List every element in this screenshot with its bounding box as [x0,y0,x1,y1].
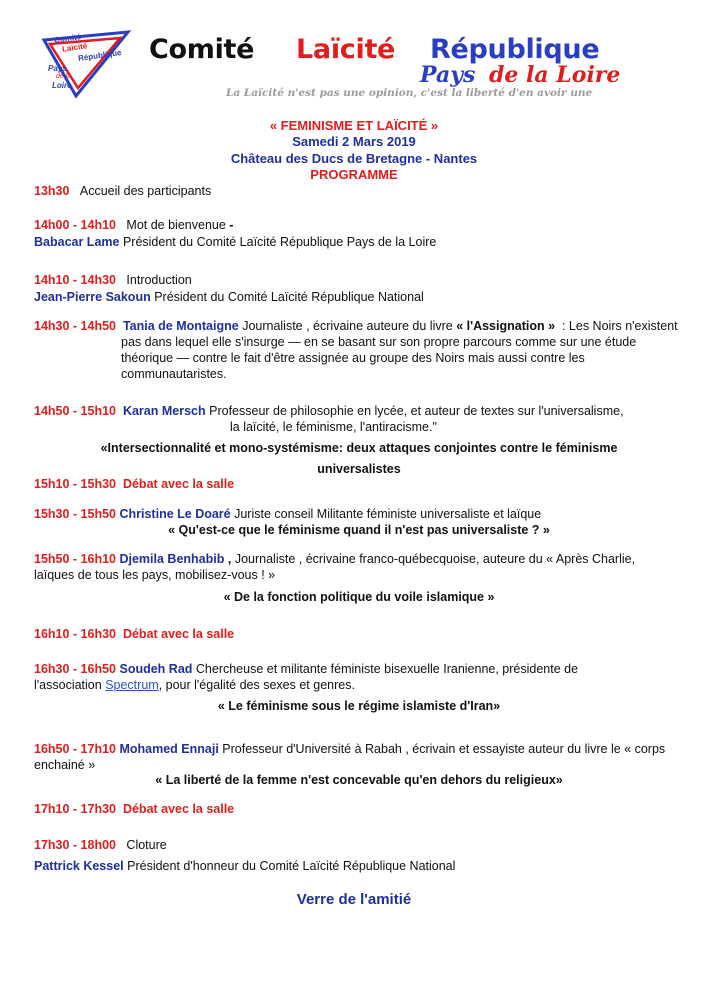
program-talk-4: 15h50 - 16h10 Djemila Benhabib , Journaliste , écrivaine franco-québecquoise, auteure du « Après Charlie, [34,552,636,566]
banner-tagline: La Laïcité n'est pas une opinion, c'est la liberté d'en avoir une [226,87,593,99]
time-slot: 16h10 - 16h30 [34,627,116,641]
speaker-name: Babacar Lame [34,235,120,249]
welcome-text: Accueil des participants [79,184,212,198]
book-title: « l'Assignation » [456,319,556,333]
speaker-role: Président du Comité Laïcité République National [154,290,424,304]
talk-4-line-2: laïques de tous les pays, mobilisez-vous ! » [34,568,276,582]
logo-laicite: Laïcité [61,41,88,54]
banner-de-la-loire: de la Loire [489,62,621,88]
debate-text: Débat avec la salle [122,802,235,816]
program-debate-1 [34,476,684,493]
logo-loire: Loire [52,81,72,90]
closing-speaker-line [34,858,684,875]
talk-5-line-2: l'association Spectrum, pour l'égalité des sexes et genres. [34,678,355,692]
logo-emblem [36,28,136,100]
time-slot: 15h30 - 15h50 [34,507,116,521]
talk-3-title: « Qu'est-ce que le féminisme quand il n'est pas universaliste ? » [168,523,550,537]
banner-pays: Pays [420,62,476,88]
talk-1-line-2: pas dans lequel elle s'insurge — en se basant sur son propre parcours comme sur une étude [121,335,637,349]
opening-text: Mot de bienvenue [126,218,226,232]
speaker-name: Djemila Benhabib [119,552,225,566]
program-talk-5: 16h30 - 16h50 Soudeh Rad Chercheuse et militante féministe bisexuelle Iranienne, présidente de [34,662,579,676]
program-opening: 14h00 - 14h10 Mot de bienvenue - [34,218,234,232]
intro-text: Introduction [126,273,192,287]
intro-speaker-line [34,289,684,306]
program-debate-3 [34,801,684,818]
talk-5-title: « Le féminisme sous le régime islamiste d'Iran» [217,699,501,713]
logo-pays: Pays [48,64,67,73]
talk-6-line-2: enchainé » [34,758,96,772]
talk-2-title-cont: universalistes [317,462,401,476]
speaker-name: Mohamed Ennaji [119,742,219,756]
program-welcome [34,183,684,200]
event-title: « FEMINISME ET LAÏCITÉ » [269,118,439,133]
debate-text: Débat avec la salle [122,627,235,641]
logo-de-la: de la [56,73,72,80]
speaker-name: Jean-Pierre Sakoun [34,290,151,304]
talk-4-title: « De la fonction politique du voile islamique » [223,590,495,604]
talk-6-title: « La liberté de la femme n'est concevable qu'en dehors du religieux» [155,773,563,787]
talk-1-line-3: théorique — contre le fait d'être assignée au groupe des Noirs mais aussi contre les [121,351,585,365]
time-slot: 17h10 - 17h30 [34,802,116,816]
time-slot: 15h50 - 16h10 [34,552,116,566]
footer-reception: Verre de l'amitié [296,891,412,908]
logo-republique: République [77,48,122,63]
time-slot: 14h50 - 15h10 [34,404,116,418]
time-slot: 16h50 - 17h10 [34,742,116,756]
time-slot: 13h30 [34,184,70,198]
speaker-name: Tania de Montaigne [122,319,239,333]
speaker-name: Soudeh Rad [119,662,193,676]
talk-2-line-2: la laïcité, le féminisme, l'antiracisme." [230,420,437,434]
opening-speaker-line [34,234,684,251]
talk-1-line-4: communautaristes. [121,367,227,381]
spectrum-link[interactable]: Spectrum [105,678,159,692]
time-slot: 17h30 - 18h00 [34,838,116,852]
closing-text: Cloture [126,838,167,852]
speaker-role: Président du Comité Laïcité République Pays de la Loire [122,235,437,249]
program-talk-3: 15h30 - 15h50 Christine Le Doaré Juriste conseil Militante féministe universaliste et laïque [34,507,542,521]
speaker-name: Pattrick Kessel [34,859,124,873]
time-slot: 16h30 - 16h50 [34,662,116,676]
banner-laicite: Laïcité [296,34,396,65]
banner-republique: République [430,34,600,65]
speaker-name: Karan Mersch [122,404,206,418]
speaker-role: Président d'honneur du Comité Laïcité République National [127,859,456,873]
speaker-name: Christine Le Doaré [119,507,231,521]
talk-2-title: «Intersectionnalité et mono-systémisme: deux attaques conjointes contre le féminisme [100,441,618,455]
time-slot: 14h00 - 14h10 [34,218,116,232]
program-talk-2: 14h50 - 15h10 Karan Mersch Professeur de philosophie en lycée, et auteur de textes sur l'universalisme, [34,404,624,418]
time-slot: 14h30 - 14h50 [34,319,116,333]
event-venue: Château des Ducs de Bretagne - Nantes [230,151,478,166]
debate-text: Débat avec la salle [122,477,235,491]
program-talk-1: 14h30 - 14h50 Tania de Montaigne Journaliste , écrivaine auteure du livre « l'Assignation » : Les Noirs n'existent [34,319,678,333]
time-slot: 14h10 - 14h30 [34,273,116,287]
time-slot: 15h10 - 15h30 [34,477,116,491]
program-talk-6: 16h50 - 17h10 Mohamed Ennaji Professeur d'Université à Rabah , écrivain et essayiste auteur du livre le « corps [34,742,666,756]
program-debate-2 [34,626,684,643]
programme-heading: PROGRAMME [310,167,398,182]
banner-comite: Comité [149,34,255,65]
program-closing [34,837,684,854]
event-date: Samedi 2 Mars 2019 [292,134,416,149]
logo-comite: Comité [53,32,82,45]
program-intro [34,272,684,289]
